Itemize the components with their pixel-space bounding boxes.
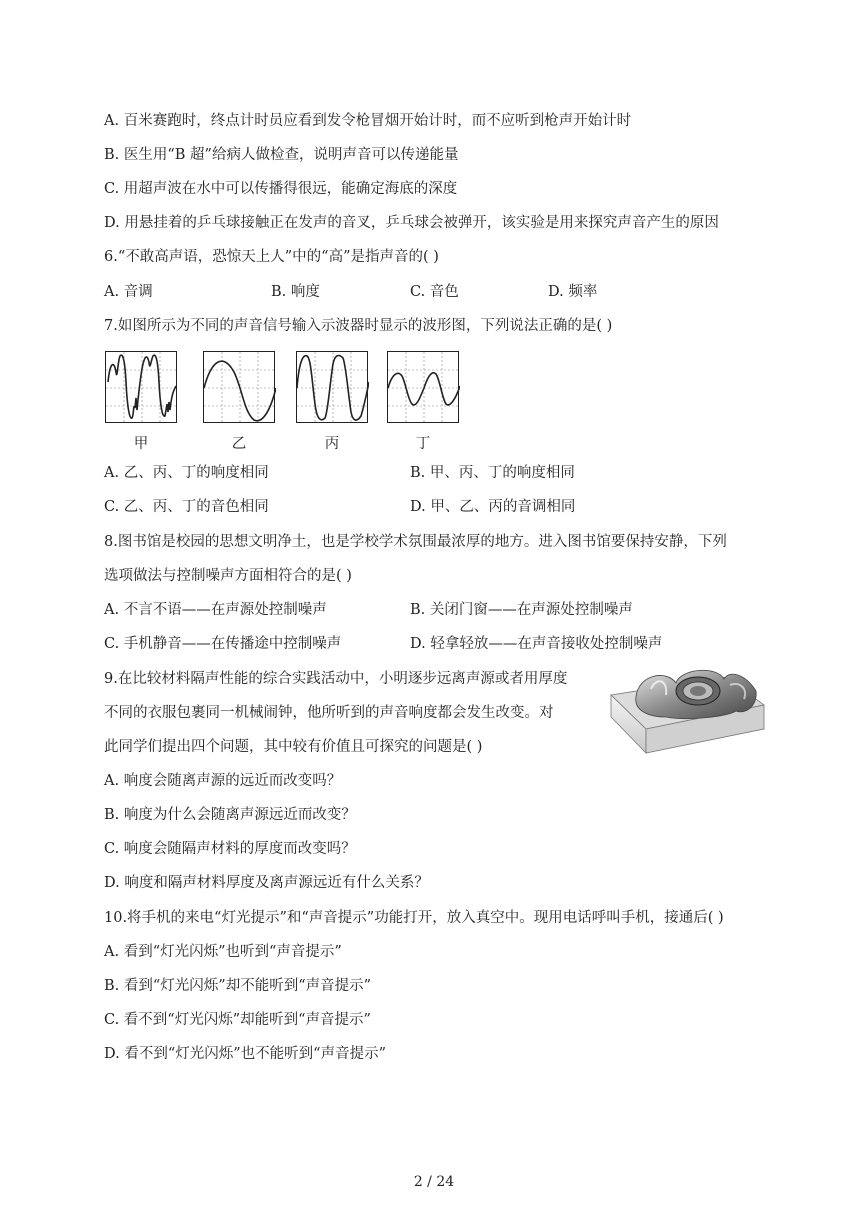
- q5-option-c: C. 用超声波在水中可以传播得很远，能确定海底的深度: [104, 181, 458, 197]
- q9-option-d: D. 响度和隔声材料厚度及离声源远近有什么关系？: [104, 875, 429, 891]
- q8-option-b: B. 关闭门窗——在声源处控制噪声: [410, 602, 633, 618]
- q8-option-c: C. 手机静音——在传播途中控制噪声: [104, 636, 342, 652]
- waveform-yi: [203, 351, 275, 423]
- q7-option-a: A. 乙、丙、丁的响度相同: [104, 465, 269, 481]
- q6-option-c: C. 音色: [410, 284, 459, 300]
- alarm-clock-box-illustration: [606, 665, 771, 755]
- figure-label-jia: 甲: [133, 436, 149, 452]
- q9-option-a: A. 响度会随离声源的远近而改变吗？: [104, 773, 342, 789]
- q9-stem-line1: 9.在比较材料隔声性能的综合实践活动中，小明逐步远离声源或者用厚度: [104, 671, 568, 687]
- figure-label-bing: 丙: [324, 436, 340, 452]
- waveform-ding: [387, 351, 459, 423]
- q8-option-a: A. 不言不语——在声源处控制噪声: [104, 602, 327, 618]
- q10-option-b: B. 看到“灯光闪烁”却不能听到“声音提示”: [104, 978, 372, 994]
- q9-option-b: B. 响度为什么会随离声源远近而改变？: [104, 807, 356, 823]
- q7-option-b: B. 甲、丙、丁的响度相同: [410, 465, 575, 481]
- q9-stem-line3: 此同学们提出四个问题，其中较有价值且可探究的问题是( ): [104, 739, 483, 755]
- q6-option-b: B. 响度: [271, 284, 320, 300]
- q6-stem: 6.“不敢高声语，恐惊天上人”中的“高”是指声音的( ): [104, 249, 439, 265]
- figure-label-ding: 丁: [415, 436, 431, 452]
- q5-option-a: A. 百米赛跑时，终点计时员应看到发令枪冒烟开始计时，而不应听到枪声开始计时: [104, 113, 632, 129]
- q7-option-c: C. 乙、丙、丁的音色相同: [104, 499, 269, 515]
- q5-option-d: D. 用悬挂着的乒乓球接触正在发声的音叉，乒乓球会被弹开，该实验是用来探究声音产生的原因: [104, 215, 719, 231]
- q10-option-d: D. 看不到“灯光闪烁”也不能听到“声音提示”: [104, 1046, 386, 1062]
- q5-option-b: B. 医生用“B 超”给病人做检查，说明声音可以传递能量: [104, 147, 459, 163]
- q6-option-a: A. 音调: [104, 284, 153, 300]
- q10-option-a: A. 看到“灯光闪烁”也听到“声音提示”: [104, 944, 342, 960]
- q8-stem-line1: 8.图书馆是校园的思想文明净土，也是学校学术氛围最浓厚的地方。进入图书馆要保持安静，下列: [104, 534, 727, 550]
- figure-label-yi: 乙: [231, 436, 247, 452]
- q9-option-c: C. 响度会随隔声材料的厚度而改变吗？: [104, 841, 356, 857]
- q8-stem-line2: 选项做法与控制噪声方面相符合的是( ): [104, 568, 352, 584]
- q7-option-d: D. 甲、乙、丙的音调相同: [410, 499, 576, 515]
- page-number: 2 / 24: [413, 1174, 455, 1190]
- waveform-bing: [296, 351, 368, 423]
- q9-stem-line2: 不同的衣服包裹同一机械闹钟，他所听到的声音响度都会发生改变。对: [104, 705, 554, 721]
- q7-stem: 7.如图所示为不同的声音信号输入示波器时显示的波形图，下列说法正确的是( ): [104, 318, 613, 334]
- waveform-jia: [105, 351, 177, 423]
- q10-option-c: C. 看不到“灯光闪烁”却能听到“声音提示”: [104, 1012, 371, 1028]
- q8-option-d: D. 轻拿轻放——在声音接收处控制噪声: [410, 636, 663, 652]
- q6-option-d: D. 频率: [548, 284, 598, 300]
- q10-stem: 10.将手机的来电“灯光提示”和“声音提示”功能打开，放入真空中。现用电话呼叫手机，接通后( ): [104, 910, 724, 926]
